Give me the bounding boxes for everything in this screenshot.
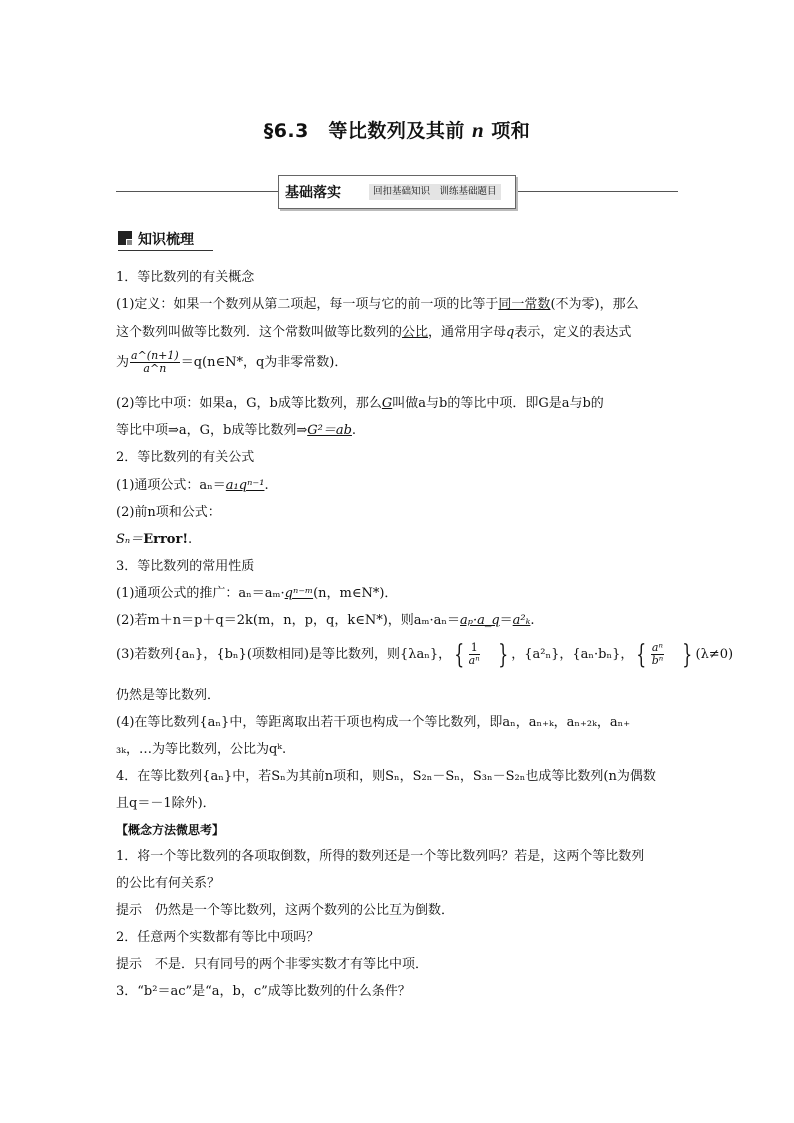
- title-suffix: 项和: [491, 120, 531, 142]
- brace-icon: {: [636, 639, 647, 670]
- text: (1)通项公式的推广：aₙ＝aₘ·: [116, 586, 285, 601]
- ratio-fraction: [130, 350, 180, 375]
- banner-sub-label: 回扣基础知识 训练基础题目: [369, 184, 501, 200]
- property-line-4-cont: ₃ₖ，…为等比数列，公比为qᵏ.: [116, 742, 287, 757]
- underlined-term: a₁qⁿ⁻¹: [225, 478, 265, 493]
- text: (3)若数列{aₙ}，{bₙ}(项数相同)是等比数列，则{λaₙ}，: [116, 647, 452, 662]
- text: Sₙ＝: [116, 532, 144, 547]
- underlined-term: qⁿ⁻ᵐ: [284, 586, 314, 601]
- question-2: 2．任意两个实数都有等比中项吗？: [116, 930, 320, 945]
- text: .: [188, 532, 193, 547]
- underlined-term: a²ₖ: [512, 613, 531, 628]
- heading-1: 1．等比数列的有关概念: [116, 270, 255, 285]
- think-header: 【概念方法微思考】: [116, 823, 225, 837]
- text: (λ≠0): [695, 647, 734, 662]
- property-line-2: [116, 613, 535, 629]
- definition-line-1: [116, 297, 639, 313]
- text: (n，m∈N*)．: [313, 586, 398, 601]
- text: 等比中项⇒a，G，b成等比数列⇒: [116, 423, 308, 438]
- fraction-denominator: a^n: [143, 362, 167, 375]
- answer-2: 提示 不是．只有同号的两个非零实数才有等比中项．: [116, 957, 429, 972]
- page-title: [0, 116, 794, 143]
- error-text: Error!: [143, 532, 189, 547]
- brace-icon: }: [682, 639, 693, 670]
- text: .: [351, 423, 357, 438]
- underlined-term: 同一常数: [498, 297, 551, 312]
- fraction-numerator: a^(n+1): [131, 349, 179, 362]
- text: (1)通项公式：aₙ＝: [116, 478, 226, 493]
- text: ＝: [499, 613, 513, 628]
- property-line-5: 4．在等比数列{aₙ}中，若Sₙ为其前n项和，则Sₙ，S₂ₙ－Sₙ，S₃ₙ－S₂ₙ也成等比数列(n为偶数: [116, 769, 656, 784]
- fraction-denominator: bⁿ: [651, 654, 664, 667]
- property-line-4: (4)在等比数列{aₙ}中，等距离取出若干项也构成一个等比数列，即aₙ，aₙ₊ₖ，aₙ₊₂ₖ，aₙ₊: [116, 715, 631, 730]
- text: ，通常用字母: [428, 325, 507, 340]
- heading-2: 2．等比数列的有关公式: [116, 450, 255, 465]
- underlined-term: G²＝ab: [307, 423, 352, 438]
- property-line-3-cont: 仍然是等比数列．: [116, 688, 221, 703]
- brace-icon: {: [454, 639, 465, 670]
- dark-square-icon: [118, 231, 132, 245]
- underlined-term: 公比: [402, 325, 429, 340]
- question-1-line-1: 1．将一个等比数列的各项取倒数，所得的数列还是一个等比数列吗？若是，这两个等比数列: [116, 849, 645, 864]
- divider-left: [116, 191, 278, 192]
- text: ，{a²ₙ}，{aₙ·bₙ}，: [511, 647, 634, 662]
- geometric-mean-line-2: [116, 423, 356, 439]
- definition-formula-line: [116, 350, 347, 376]
- section-title: 知识梳理: [138, 232, 194, 248]
- underlined-term: aₚ·a_q: [460, 613, 500, 628]
- definition-line-2: [116, 325, 631, 341]
- answer-1: 提示 仍然是一个等比数列，这两个数列的公比互为倒数．: [116, 903, 455, 918]
- title-text: §6.3 等比数列及其前: [263, 120, 465, 142]
- geometric-mean-line-1: [116, 396, 604, 412]
- property-line-5-cont: 且q＝－1除外)．: [116, 796, 216, 811]
- divider-right: [516, 191, 678, 192]
- text: (1)定义：如果一个数列从第二项起，每一项与它的前一项的比等于: [116, 297, 499, 312]
- text: ＝q(n∈N*，q为非零常数)．: [180, 355, 348, 370]
- text: (2)若m＋n＝p＋q＝2k(m，n，p，q，k∈N*)，则aₘ·aₙ＝: [116, 613, 460, 628]
- text: .: [264, 478, 269, 493]
- fraction-numerator: 1: [469, 642, 480, 655]
- sum-formula-line: [116, 532, 192, 548]
- question-1-line-2: 的公比有何关系？: [116, 876, 221, 891]
- title-variable: n: [471, 118, 485, 142]
- question-3: 3．“b²＝ac”是“a，b，c”成等比数列的什么条件？: [116, 984, 411, 999]
- text: (2)等比中项：如果a，G，b成等比数列，那么: [116, 396, 382, 411]
- fraction-denominator: aⁿ: [468, 654, 480, 667]
- text: .: [530, 613, 535, 628]
- banner-main-label: 基础落实: [285, 185, 341, 201]
- text: 表示，定义的表达式: [514, 325, 632, 340]
- text: 这个数列叫做等比数列．这个常数叫做等比数列的: [116, 325, 403, 340]
- underlined-term: G: [381, 396, 393, 411]
- general-term-line: [116, 478, 269, 494]
- text: 叫做a与b的等比中项．即G是a与b的: [392, 396, 604, 411]
- sum-formula-label: (2)前n项和公式：: [116, 505, 221, 520]
- text: (不为零)，那么: [550, 297, 639, 312]
- property-line-1: [116, 586, 397, 602]
- section-underline: [118, 250, 213, 251]
- quotient-fraction: [651, 642, 664, 667]
- heading-3: 3．等比数列的常用性质: [116, 559, 255, 574]
- property-line-3: [116, 640, 733, 670]
- reciprocal-fraction: [469, 642, 480, 667]
- text: 为: [116, 355, 130, 370]
- fraction-numerator: aⁿ: [651, 641, 663, 654]
- variable: q: [506, 325, 515, 340]
- section-banner: [278, 175, 516, 209]
- brace-icon: }: [498, 639, 508, 670]
